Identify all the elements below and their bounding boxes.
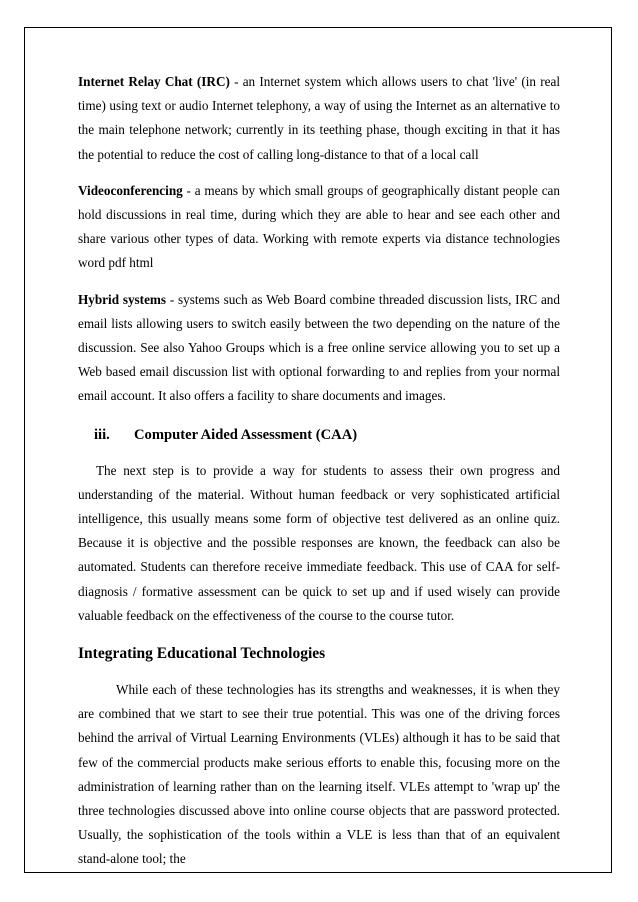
document-content bbox=[78, 70, 560, 872]
definition-irc: - an Internet system which allows users to chat 'live' (in real time) using text or audio Internet telephony, a way of using the Internet as an alternative to the main telephone network; currently in its teething phase, though exciting in that it has the potential to reduce the cost of calling long-distance to that of a local call bbox=[78, 74, 560, 162]
term-hybrid-systems: Hybrid systems bbox=[78, 291, 167, 307]
definition-hybrid-systems: - systems such as Web Board combine threaded discussion lists, IRC and email lists allowing users to switch easily between the two depending on the nature of the discussion. See also Yahoo Groups which is a free online service allowing you to set up a Web based email discussion list with optional forwarding to and replies from your normal email account. It also offers a facility to share documents and images. bbox=[78, 291, 560, 404]
heading-integrating: Integrating Educational Technologies bbox=[78, 645, 326, 663]
paragraph-irc bbox=[78, 70, 560, 167]
term-videoconferencing: Videoconferencing bbox=[78, 182, 183, 198]
paragraph-hybrid-systems bbox=[78, 288, 560, 409]
paragraph-caa: The next step is to provide a way for students to assess their own progress and understanding of the material. Without human feedback or very sophisticated artificial intelligence, this usually means some form of objective test delivered as an online quiz. Because it is objective and the possible responses are known, the feedback can also be automated. Students can therefore receive immediate feedback. This use of CAA for self-diagnosis / formative assessment can be quick to set up and if used wisely can provide valuable feedback on the effectiveness of the course to the course tutor. bbox=[78, 462, 560, 623]
term-irc: Internet Relay Chat (IRC) bbox=[78, 74, 230, 89]
section-heading-caa bbox=[94, 423, 560, 447]
definition-videoconferencing: - a means by which small groups of geographically distant people can hold discussions in real time, during which they are able to hear and see each other and share various other types of data. Working with remote experts via distance technologies word pdf html bbox=[78, 182, 560, 271]
paragraph-videoconferencing bbox=[78, 179, 560, 276]
section-number: iii. bbox=[94, 426, 110, 443]
paragraph-integrating: While each of these technologies has its strengths and weaknesses, it is when they are combined that we start to see their true potential. This was one of the driving forces behind the arrival of Virtual Learning Environments (VLEs) although it has to be said that few of the commercial products make serious efforts to enable this, focusing more on the administration of learning rather than on the learning itself. VLEs attempt to 'wrap up' the three technologies discussed above into online course objects that are password protected. Usually, the sophistication of the tools within a VLE is less than that of an equivalent stand-alone tool; the bbox=[78, 682, 560, 867]
section-title: Computer Aided Assessment (CAA) bbox=[134, 426, 358, 443]
